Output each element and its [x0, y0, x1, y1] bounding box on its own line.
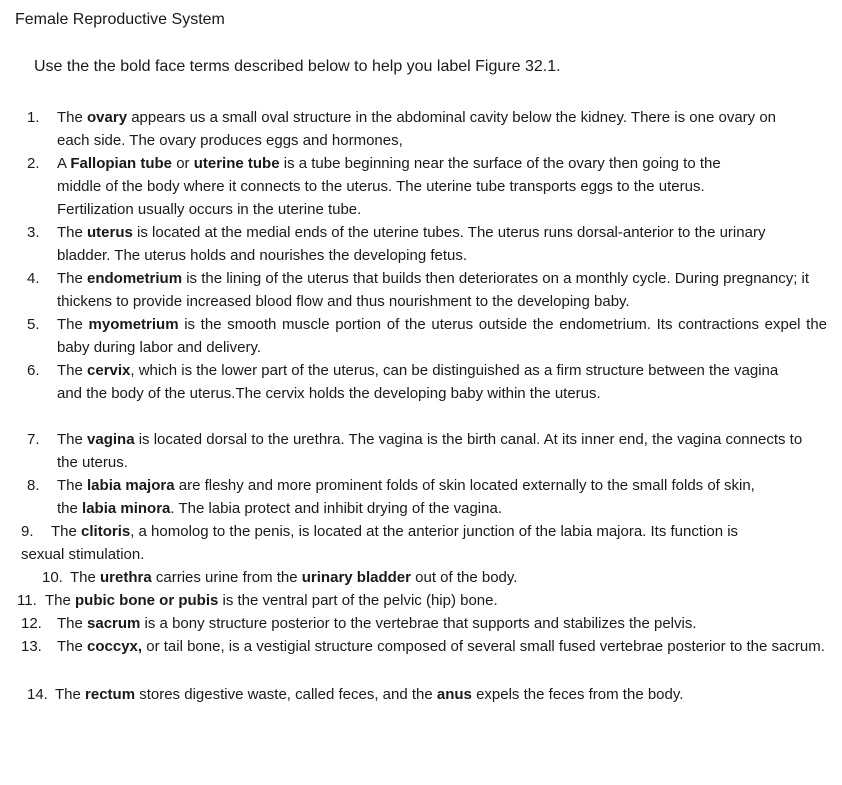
list-item [27, 106, 827, 152]
item-text-segment: or [172, 155, 194, 172]
item-number: 2. [27, 155, 40, 172]
bold-term: coccyx, [87, 638, 143, 655]
item-text-segment: The [57, 224, 88, 241]
item-text [57, 428, 822, 474]
item-text-segment: The [51, 523, 82, 540]
bold-term: myometrium [88, 316, 179, 333]
item-text-segment: The [57, 270, 88, 287]
bold-term: labia majora [87, 477, 175, 494]
item-text-segment: , a homolog to the penis, is located at the anterior junction of the labia majora. Its function is sexual stimulation. [21, 523, 739, 563]
list-item [27, 267, 827, 313]
bold-term: anus [436, 686, 472, 703]
list-item [42, 566, 822, 589]
list-item [27, 428, 827, 474]
list-item [27, 221, 827, 267]
item-text-segment: The [57, 477, 88, 494]
bold-term: ovary [87, 109, 128, 126]
instructions: Use the the bold face terms described below to help you label Figure 32.1. [34, 58, 561, 75]
item-text-segment: The [57, 615, 88, 632]
item-text-segment: expels the feces from the body. [471, 686, 684, 703]
item-text [57, 612, 827, 635]
list-item [27, 313, 827, 359]
item-number: 7. [27, 431, 40, 448]
document-title: Female Reproductive System [15, 11, 225, 28]
list-item [27, 474, 827, 520]
item-number: 11. [17, 592, 37, 609]
item-text-segment: is the smooth muscle portion of the uterus outside the endometrium. Its contractions expel the baby during labor and delivery. [57, 316, 828, 356]
item-text [70, 566, 770, 589]
list-item [27, 359, 827, 405]
list-item [17, 589, 817, 612]
item-text-segment: The [55, 686, 86, 703]
item-text-segment: The [57, 431, 88, 448]
bold-term: urinary bladder [301, 569, 411, 586]
item-number: 3. [27, 224, 40, 241]
item-text-segment: The [45, 592, 76, 609]
bold-term: sacrum [87, 615, 141, 632]
item-text-segment: . The labia protect and inhibit drying of the vagina. [170, 500, 502, 517]
item-number: 13. [21, 638, 42, 655]
item-text [55, 683, 815, 706]
item-number: 12. [21, 615, 42, 632]
item-text [57, 106, 797, 152]
item-text [57, 221, 822, 267]
item-text-segment: , which is the lower part of the uterus, can be distinguished as a firm structure between the vagina and the body of the uterus.The cervix holds the developing baby within the uterus. [57, 362, 779, 402]
bold-term: Fallopian tube [70, 155, 173, 172]
bold-term: uterus [87, 224, 133, 241]
bold-term: uterine tube [193, 155, 280, 172]
item-text-segment: The [57, 638, 88, 655]
bold-term: labia minora [82, 500, 171, 517]
item-text-segment: are fleshy and more prominent folds of skin located externally to the small folds of skin, the [57, 477, 755, 517]
item-text-segment: or tail bone, is a vestigial structure composed of several small fused vertebrae posterior to the sacrum. [142, 638, 825, 655]
list-item [21, 635, 831, 658]
item-text-segment: The [57, 109, 88, 126]
list-item [27, 152, 827, 221]
item-text [57, 313, 827, 359]
item-text-segment: The [57, 316, 89, 333]
item-number: 6. [27, 362, 40, 379]
item-text-segment: is located at the medial ends of the uterine tubes. The uterus runs dorsal-anterior to the urinary bladder. The uterus holds and nourishes the developing fetus. [57, 224, 766, 264]
item-text-segment: out of the body. [410, 569, 518, 586]
bold-term: urethra [100, 569, 152, 586]
item-text-segment: is a bony structure posterior to the vertebrae that supports and stabilizes the pelvis. [140, 615, 697, 632]
item-text-segment: stores digestive waste, called feces, and the [135, 686, 437, 703]
bold-term: clitoris [81, 523, 131, 540]
item-text [57, 635, 827, 658]
list-item [27, 683, 827, 706]
list-item [21, 612, 831, 635]
bold-term: cervix [87, 362, 131, 379]
item-text-segment: is the ventral part of the pelvic (hip) bone. [218, 592, 498, 609]
item-text [57, 359, 787, 405]
item-text [57, 152, 762, 221]
item-text [45, 589, 785, 612]
item-number: 8. [27, 477, 40, 494]
item-text [57, 474, 772, 520]
item-text-segment: is located dorsal to the urethra. The vagina is the birth canal. At its inner end, the vagina connects to the uterus. [57, 431, 803, 471]
item-text [57, 267, 827, 313]
bold-term: pubic bone or pubis [75, 592, 219, 609]
item-number: 4. [27, 270, 40, 287]
item-text-segment: carries urine from the [151, 569, 302, 586]
item-text [21, 520, 741, 566]
item-text-segment: The [57, 362, 88, 379]
item-text-segment: is a tube beginning near the surface of the ovary then going to the middle of the body where it connects to the uterus. The uterine tube transports eggs to the uterus. Fertilization usually occurs in the uterine tube. [57, 155, 721, 218]
item-number: 10. [42, 569, 63, 586]
bold-term: rectum [85, 686, 136, 703]
item-text-segment: is the lining of the uterus that builds then deteriorates on a monthly cycle. During pregnancy; it thickens to provide increased blood flow and thus nourishment to the developing baby. [57, 270, 810, 310]
item-number: 5. [27, 316, 40, 333]
bold-term: vagina [87, 431, 135, 448]
item-number: 14. [27, 686, 48, 703]
list-item [21, 520, 821, 566]
item-number: 9. [21, 523, 34, 540]
bold-term: endometrium [87, 270, 183, 287]
item-number: 1. [27, 109, 40, 126]
item-text-segment: The [70, 569, 101, 586]
item-text-segment: A [57, 155, 71, 172]
item-text-segment: appears us a small oval structure in the abdominal cavity below the kidney. There is one ovary on each side. The ovary produces eggs and hormones, [57, 109, 777, 149]
